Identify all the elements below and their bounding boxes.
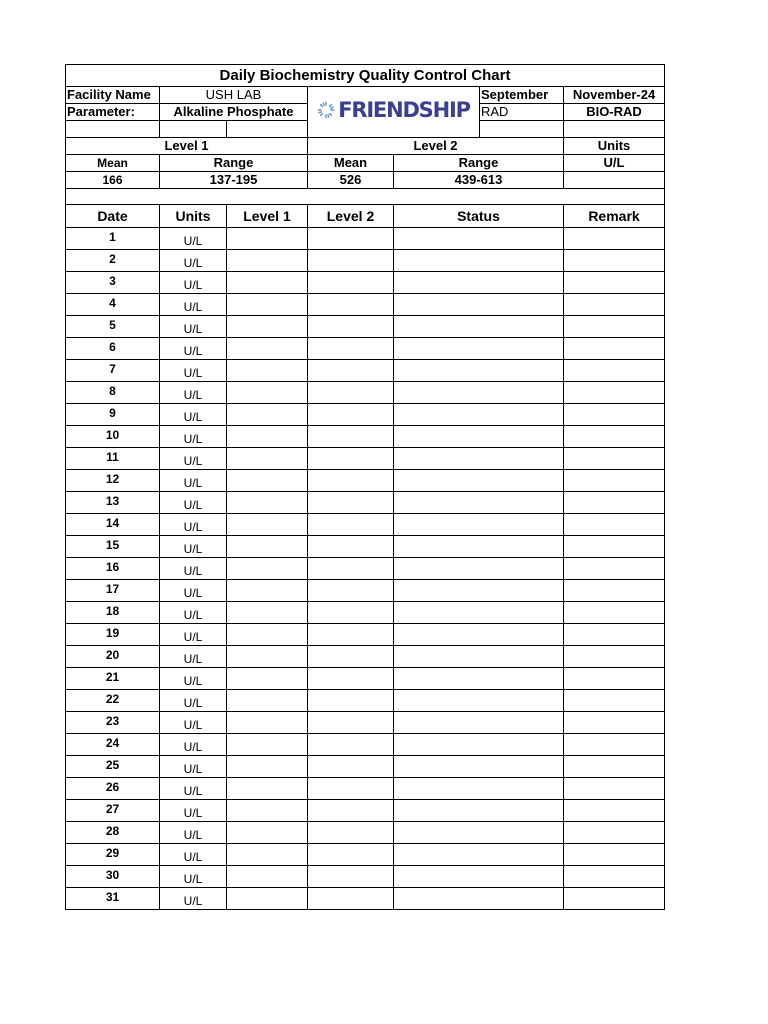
level2-entry-cell[interactable] (308, 668, 394, 690)
table-row (66, 228, 665, 250)
level1-entry-cell[interactable] (227, 470, 308, 492)
remark-entry-cell[interactable] (564, 404, 665, 426)
remark-entry-cell[interactable] (564, 426, 665, 448)
level1-entry-cell[interactable] (227, 250, 308, 272)
status-entry-cell[interactable] (394, 646, 564, 668)
remark-entry-cell[interactable] (564, 448, 665, 470)
table-row (66, 646, 665, 668)
table-row (66, 382, 665, 404)
remark-entry-cell[interactable] (564, 316, 665, 338)
unit-cell: U/L (160, 514, 227, 536)
parameter-value: Alkaline Phosphate (160, 104, 308, 121)
unit-cell: U/L (160, 272, 227, 294)
level1-entry-cell[interactable] (227, 734, 308, 756)
status-entry-cell[interactable] (394, 822, 564, 844)
status-entry-cell[interactable] (394, 272, 564, 294)
date-cell: 5 (66, 316, 160, 338)
logo-text: FRIENDSHIP (338, 98, 470, 122)
status-entry-cell[interactable] (394, 536, 564, 558)
logo-cell (308, 87, 480, 138)
date-cell: 12 (66, 470, 160, 492)
level1-entry-cell[interactable] (227, 822, 308, 844)
level2-column-header: Level 2 (308, 205, 394, 228)
status-entry-cell[interactable] (394, 668, 564, 690)
level1-column-header: Level 1 (227, 205, 308, 228)
status-entry-cell[interactable] (394, 756, 564, 778)
remark-entry-cell[interactable] (564, 800, 665, 822)
level1-entry-cell[interactable] (227, 778, 308, 800)
date-cell: 16 (66, 558, 160, 580)
qc-chart-sheet (65, 64, 664, 910)
table-row (66, 844, 665, 866)
remark-entry-cell[interactable] (564, 888, 665, 910)
unit-cell: U/L (160, 448, 227, 470)
level2-entry-cell[interactable] (308, 690, 394, 712)
date-cell: 23 (66, 712, 160, 734)
unit-cell: U/L (160, 734, 227, 756)
table-row (66, 558, 665, 580)
unit-cell: U/L (160, 866, 227, 888)
date-cell: 1 (66, 228, 160, 250)
level1-entry-cell[interactable] (227, 536, 308, 558)
remark-column-header: Remark (564, 205, 665, 228)
friendship-logo (317, 98, 470, 122)
status-entry-cell[interactable] (394, 470, 564, 492)
status-entry-cell[interactable] (394, 492, 564, 514)
table-row (66, 338, 665, 360)
status-entry-cell[interactable] (394, 778, 564, 800)
remark-entry-cell[interactable] (564, 492, 665, 514)
status-entry-cell[interactable] (394, 690, 564, 712)
status-entry-cell[interactable] (394, 888, 564, 910)
level2-entry-cell[interactable] (308, 756, 394, 778)
date-cell: 24 (66, 734, 160, 756)
blank-cell (480, 121, 564, 138)
level2-mean-value: 526 (308, 172, 394, 189)
status-entry-cell[interactable] (394, 712, 564, 734)
level1-mean-label: Mean (66, 155, 160, 172)
parameter-label: Parameter: (66, 104, 160, 121)
remark-entry-cell[interactable] (564, 382, 665, 404)
unit-cell: U/L (160, 822, 227, 844)
remark-entry-cell[interactable] (564, 338, 665, 360)
status-entry-cell[interactable] (394, 514, 564, 536)
date-cell: 17 (66, 580, 160, 602)
level2-entry-cell[interactable] (308, 558, 394, 580)
level1-header: Level 1 (66, 138, 308, 155)
remark-entry-cell[interactable] (564, 756, 665, 778)
level1-entry-cell[interactable] (227, 492, 308, 514)
table-row (66, 404, 665, 426)
status-entry-cell[interactable] (394, 800, 564, 822)
table-row (66, 448, 665, 470)
date-cell: 7 (66, 360, 160, 382)
level1-entry-cell[interactable] (227, 558, 308, 580)
date-cell: 31 (66, 888, 160, 910)
table-row (66, 888, 665, 910)
level1-entry-cell[interactable] (227, 756, 308, 778)
unit-cell: U/L (160, 536, 227, 558)
table-row (66, 470, 665, 492)
level2-entry-cell[interactable] (308, 712, 394, 734)
level2-mean-label: Mean (308, 155, 394, 172)
level2-entry-cell[interactable] (308, 316, 394, 338)
table-row (66, 866, 665, 888)
unit-cell: U/L (160, 360, 227, 382)
spacer-row (66, 189, 665, 205)
status-entry-cell[interactable] (394, 426, 564, 448)
table-row (66, 250, 665, 272)
table-row (66, 316, 665, 338)
remark-entry-cell[interactable] (564, 360, 665, 382)
level2-entry-cell[interactable] (308, 338, 394, 360)
date-cell: 4 (66, 294, 160, 316)
date-cell: 11 (66, 448, 160, 470)
level1-range-label: Range (160, 155, 308, 172)
unit-cell: U/L (160, 558, 227, 580)
month-cell: September (480, 87, 564, 104)
level2-entry-cell[interactable] (308, 580, 394, 602)
unit-cell: U/L (160, 382, 227, 404)
level1-entry-cell[interactable] (227, 448, 308, 470)
remark-entry-cell[interactable] (564, 624, 665, 646)
remark-entry-cell[interactable] (564, 558, 665, 580)
level2-entry-cell[interactable] (308, 888, 394, 910)
date-cell: 19 (66, 624, 160, 646)
date-cell: 25 (66, 756, 160, 778)
level2-entry-cell[interactable] (308, 778, 394, 800)
supplier-short-cell: RAD (480, 104, 564, 121)
level1-entry-cell[interactable] (227, 624, 308, 646)
remark-entry-cell[interactable] (564, 646, 665, 668)
status-entry-cell[interactable] (394, 382, 564, 404)
table-row (66, 294, 665, 316)
level1-mean-value: 166 (66, 172, 160, 189)
level2-entry-cell[interactable] (308, 800, 394, 822)
table-row (66, 602, 665, 624)
unit-cell: U/L (160, 888, 227, 910)
date-cell: 6 (66, 338, 160, 360)
unit-cell: U/L (160, 800, 227, 822)
status-entry-cell[interactable] (394, 316, 564, 338)
level1-entry-cell[interactable] (227, 316, 308, 338)
remark-entry-cell[interactable] (564, 536, 665, 558)
remark-entry-cell[interactable] (564, 866, 665, 888)
units-header: Units (564, 138, 665, 155)
unit-cell: U/L (160, 426, 227, 448)
unit-cell: U/L (160, 712, 227, 734)
level1-entry-cell[interactable] (227, 338, 308, 360)
date-cell: 26 (66, 778, 160, 800)
facility-label: Facility Name (66, 87, 160, 104)
level2-range-value: 439-613 (394, 172, 564, 189)
level1-entry-cell[interactable] (227, 866, 308, 888)
level2-entry-cell[interactable] (308, 470, 394, 492)
status-entry-cell[interactable] (394, 338, 564, 360)
remark-entry-cell[interactable] (564, 690, 665, 712)
status-entry-cell[interactable] (394, 844, 564, 866)
level2-entry-cell[interactable] (308, 382, 394, 404)
blank-cell (564, 172, 665, 189)
unit-cell: U/L (160, 580, 227, 602)
remark-entry-cell[interactable] (564, 294, 665, 316)
level2-header: Level 2 (308, 138, 564, 155)
level2-range-label: Range (394, 155, 564, 172)
units-value: U/L (564, 155, 665, 172)
table-row (66, 778, 665, 800)
status-entry-cell[interactable] (394, 734, 564, 756)
level1-entry-cell[interactable] (227, 602, 308, 624)
level2-entry-cell[interactable] (308, 514, 394, 536)
date-cell: 30 (66, 866, 160, 888)
remark-entry-cell[interactable] (564, 228, 665, 250)
table-row (66, 426, 665, 448)
table-row (66, 492, 665, 514)
table-row (66, 536, 665, 558)
level2-entry-cell[interactable] (308, 294, 394, 316)
date-cell: 29 (66, 844, 160, 866)
remark-entry-cell[interactable] (564, 778, 665, 800)
unit-cell: U/L (160, 492, 227, 514)
unit-cell: U/L (160, 250, 227, 272)
unit-cell: U/L (160, 778, 227, 800)
level2-entry-cell[interactable] (308, 624, 394, 646)
level1-entry-cell[interactable] (227, 646, 308, 668)
date-cell: 15 (66, 536, 160, 558)
status-entry-cell[interactable] (394, 294, 564, 316)
table-row (66, 360, 665, 382)
date-cell: 14 (66, 514, 160, 536)
level2-entry-cell[interactable] (308, 536, 394, 558)
level2-entry-cell[interactable] (308, 272, 394, 294)
status-entry-cell[interactable] (394, 866, 564, 888)
level2-entry-cell[interactable] (308, 822, 394, 844)
table-row (66, 514, 665, 536)
remark-entry-cell[interactable] (564, 272, 665, 294)
level2-entry-cell[interactable] (308, 844, 394, 866)
remark-entry-cell[interactable] (564, 470, 665, 492)
chart-title: Daily Biochemistry Quality Control Chart (66, 65, 665, 87)
unit-cell: U/L (160, 624, 227, 646)
table-row (66, 800, 665, 822)
unit-cell: U/L (160, 294, 227, 316)
lot-date-cell: November-24 (564, 87, 665, 104)
table-row (66, 822, 665, 844)
blank-cell (160, 121, 227, 138)
date-cell: 13 (66, 492, 160, 514)
blank-cell (564, 121, 665, 138)
date-cell: 8 (66, 382, 160, 404)
remark-entry-cell[interactable] (564, 844, 665, 866)
facility-value: USH LAB (160, 87, 308, 104)
status-entry-cell[interactable] (394, 558, 564, 580)
level1-entry-cell[interactable] (227, 690, 308, 712)
unit-cell: U/L (160, 602, 227, 624)
remark-entry-cell[interactable] (564, 822, 665, 844)
status-entry-cell[interactable] (394, 250, 564, 272)
remark-entry-cell[interactable] (564, 602, 665, 624)
level1-entry-cell[interactable] (227, 360, 308, 382)
level1-entry-cell[interactable] (227, 294, 308, 316)
units-column-header: Units (160, 205, 227, 228)
date-cell: 2 (66, 250, 160, 272)
level1-entry-cell[interactable] (227, 800, 308, 822)
qc-table (65, 64, 665, 910)
status-entry-cell[interactable] (394, 404, 564, 426)
remark-entry-cell[interactable] (564, 668, 665, 690)
level1-entry-cell[interactable] (227, 272, 308, 294)
table-row (66, 690, 665, 712)
date-cell: 3 (66, 272, 160, 294)
table-row (66, 624, 665, 646)
unit-cell: U/L (160, 316, 227, 338)
table-row (66, 580, 665, 602)
date-cell: 20 (66, 646, 160, 668)
level2-entry-cell[interactable] (308, 228, 394, 250)
blank-cell (66, 121, 160, 138)
table-row (66, 756, 665, 778)
unit-cell: U/L (160, 668, 227, 690)
unit-cell: U/L (160, 646, 227, 668)
level1-entry-cell[interactable] (227, 382, 308, 404)
level1-entry-cell[interactable] (227, 426, 308, 448)
remark-entry-cell[interactable] (564, 580, 665, 602)
remark-entry-cell[interactable] (564, 514, 665, 536)
table-row (66, 712, 665, 734)
status-entry-cell[interactable] (394, 448, 564, 470)
status-entry-cell[interactable] (394, 360, 564, 382)
table-row (66, 272, 665, 294)
level2-entry-cell[interactable] (308, 448, 394, 470)
unit-cell: U/L (160, 844, 227, 866)
unit-cell: U/L (160, 756, 227, 778)
date-cell: 28 (66, 822, 160, 844)
remark-entry-cell[interactable] (564, 734, 665, 756)
level2-entry-cell[interactable] (308, 734, 394, 756)
date-cell: 21 (66, 668, 160, 690)
level2-entry-cell[interactable] (308, 646, 394, 668)
unit-cell: U/L (160, 228, 227, 250)
level2-entry-cell[interactable] (308, 492, 394, 514)
level1-range-value: 137-195 (160, 172, 308, 189)
log-header-row (66, 205, 665, 228)
level1-entry-cell[interactable] (227, 712, 308, 734)
date-cell: 18 (66, 602, 160, 624)
remark-entry-cell[interactable] (564, 712, 665, 734)
level2-entry-cell[interactable] (308, 426, 394, 448)
status-entry-cell[interactable] (394, 228, 564, 250)
date-cell: 9 (66, 404, 160, 426)
level1-entry-cell[interactable] (227, 228, 308, 250)
supplier-cell: BIO-RAD (564, 104, 665, 121)
unit-cell: U/L (160, 404, 227, 426)
level1-entry-cell[interactable] (227, 844, 308, 866)
status-entry-cell[interactable] (394, 580, 564, 602)
remark-entry-cell[interactable] (564, 250, 665, 272)
date-cell: 10 (66, 426, 160, 448)
unit-cell: U/L (160, 338, 227, 360)
unit-cell: U/L (160, 470, 227, 492)
table-row (66, 668, 665, 690)
level1-entry-cell[interactable] (227, 404, 308, 426)
status-column-header: Status (394, 205, 564, 228)
date-column-header: Date (66, 205, 160, 228)
date-cell: 27 (66, 800, 160, 822)
level2-entry-cell[interactable] (308, 602, 394, 624)
status-entry-cell[interactable] (394, 624, 564, 646)
date-cell: 22 (66, 690, 160, 712)
level1-entry-cell[interactable] (227, 888, 308, 910)
blank-cell (227, 121, 308, 138)
level2-entry-cell[interactable] (308, 360, 394, 382)
level1-entry-cell[interactable] (227, 668, 308, 690)
status-entry-cell[interactable] (394, 602, 564, 624)
table-row (66, 734, 665, 756)
level1-entry-cell[interactable] (227, 580, 308, 602)
level1-entry-cell[interactable] (227, 514, 308, 536)
sunburst-icon (317, 101, 335, 119)
level2-entry-cell[interactable] (308, 866, 394, 888)
level2-entry-cell[interactable] (308, 250, 394, 272)
unit-cell: U/L (160, 690, 227, 712)
level2-entry-cell[interactable] (308, 404, 394, 426)
